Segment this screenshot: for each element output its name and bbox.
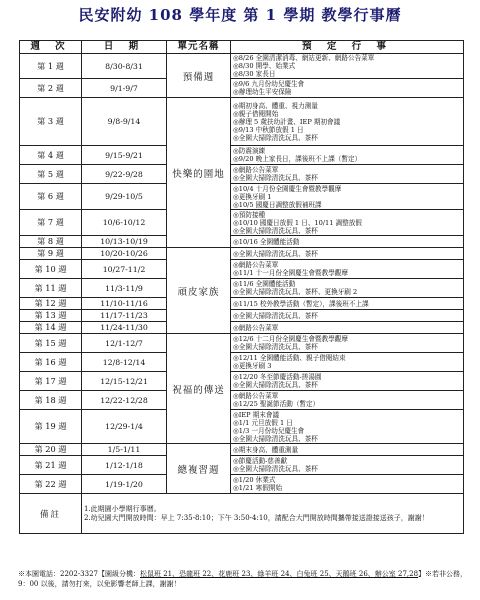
schedule-cell	[231, 236, 464, 248]
schedule-item-text: 網路公告菜單	[238, 323, 279, 332]
schedule-item	[233, 392, 461, 400]
schedule-item-text: 11/1 十一月份全園慶生會暨教學觀摩	[238, 269, 348, 277]
bullet-icon: ◎	[233, 237, 239, 246]
week-row	[20, 456, 464, 475]
schedule-item-text: 全園大掃除清洗玩具、茶杯	[238, 133, 318, 142]
schedule-item	[233, 166, 461, 174]
calendar-table	[19, 40, 464, 534]
schedule-item-text: 12/25 聖誕節活動（暫定）	[238, 400, 320, 408]
schedule-item-text: 10/10 國慶日放假 1 日、10/11 調整放假	[238, 218, 362, 227]
schedule-item-text: 9/13 中秋節放假 1 日	[238, 125, 304, 134]
week-cell: 第 6 週	[20, 184, 82, 210]
schedule-item-text: 9/20 晚上家長日，課後班不上課（暫定）	[238, 155, 362, 163]
notes-label: 備註	[20, 494, 82, 534]
schedule-item	[233, 193, 461, 201]
schedule-item	[233, 219, 461, 227]
schedule-item	[233, 102, 461, 110]
schedule-item-text: 11/15 校外教學活動（暫定），課後班不上課	[238, 299, 369, 308]
schedule-item-text: 全園大掃除清洗玩具、茶杯	[238, 381, 318, 389]
week-row	[20, 444, 464, 456]
bullet-icon: ◎	[233, 323, 239, 332]
schedule-item-text: 防震演練	[238, 147, 266, 155]
bullet-icon: ◎	[233, 192, 239, 201]
schedule-item-text: 更換牙刷 1	[238, 192, 272, 201]
schedule-item-text: IEP 期末會議	[238, 410, 280, 419]
note-line: 2.幼兒園大門開放時間：早上 7:35-8:10；下午 3:50-4:10，請配合大門開放時間攜帶接送證接送孩子，謝謝！	[84, 513, 429, 522]
schedule-item	[233, 335, 461, 343]
bullet-icon: ◎	[233, 88, 239, 96]
schedule-item-text: 1/21 寒假開始	[238, 484, 283, 492]
schedule-item	[233, 484, 461, 492]
week-cell: 第 20 週	[20, 444, 82, 456]
schedule-cell	[231, 410, 464, 444]
schedule-item	[233, 400, 461, 408]
week-row	[20, 210, 464, 236]
week-header: 週 次	[20, 41, 82, 54]
bullet-icon: ◎	[233, 476, 239, 484]
schedule-item	[233, 312, 461, 320]
bullet-icon: ◎	[233, 62, 239, 70]
date-cell: 9/29-10/5	[82, 184, 167, 210]
schedule-item	[233, 300, 461, 308]
schedule-cell	[231, 98, 464, 146]
schedule-item	[233, 118, 461, 126]
bullet-icon: ◎	[233, 101, 239, 110]
week-cell: 第 4 週	[20, 146, 82, 165]
date-cell: 11/17-11/23	[82, 310, 167, 322]
bullet-icon: ◎	[233, 155, 239, 163]
week-cell: 第 10 週	[20, 260, 82, 279]
schedule-item-text: 11/6 全園體能活動	[238, 280, 296, 288]
date-cell: 11/3-11/9	[82, 279, 167, 298]
page-title: 民安附幼 108 學年度 第 1 學期 教學行事曆	[78, 6, 402, 24]
bullet-icon: ◎	[233, 249, 239, 258]
schedule-cell	[231, 444, 464, 456]
bullet-icon: ◎	[233, 133, 239, 142]
schedule-item-text: 全園大掃除清洗玩具、茶杯	[238, 343, 318, 351]
footer-note	[18, 570, 468, 589]
week-cell: 第 9 週	[20, 248, 82, 260]
week-row	[20, 410, 464, 444]
unit-header: 單元名稱	[167, 41, 231, 54]
bullet-icon: ◎	[233, 335, 239, 343]
schedule-item	[233, 419, 461, 427]
footer-suffix: 】※若非公務，9：00 以後，請勿打來，以免影響老師上課，謝謝！	[18, 570, 468, 588]
header-row	[20, 41, 464, 54]
schedule-item-text: 12/11 全園體能活動、親子借閱結束	[238, 354, 346, 362]
schedule-item	[233, 126, 461, 134]
schedule-item-text: 全園大掃除清洗玩具、茶杯	[238, 226, 318, 235]
schedule-cell	[231, 353, 464, 372]
schedule-item	[233, 261, 461, 269]
week-cell: 第 3 週	[20, 98, 82, 146]
date-cell: 12/22-12/28	[82, 391, 167, 410]
schedule-item	[233, 427, 461, 435]
schedule-item	[233, 476, 461, 484]
week-cell: 第 21 週	[20, 456, 82, 475]
week-row	[20, 310, 464, 322]
week-cell: 第 18 週	[20, 391, 82, 410]
week-cell: 第 11 週	[20, 279, 82, 298]
schedule-item	[233, 201, 461, 209]
week-row	[20, 353, 464, 372]
schedule-cell	[231, 372, 464, 391]
week-cell: 第 2 週	[20, 79, 82, 98]
week-cell: 第 12 週	[20, 298, 82, 310]
bullet-icon: ◎	[233, 210, 239, 219]
schedule-item-text: 全園大掃除清洗玩具、茶杯	[238, 174, 318, 182]
date-cell: 8/30-8/31	[82, 54, 167, 79]
schedule-item	[233, 80, 461, 88]
schedule-cell	[231, 248, 464, 260]
week-row	[20, 372, 464, 391]
week-row	[20, 248, 464, 260]
date-cell: 11/24-11/30	[82, 322, 167, 334]
schedule-cell	[231, 322, 464, 334]
schedule-item-text: 全園大掃除清洗玩具、茶杯、更換牙刷 2	[238, 288, 358, 296]
schedule-item	[233, 362, 461, 370]
bullet-icon: ◎	[233, 410, 239, 419]
notes-content	[82, 494, 464, 534]
notes-row	[20, 494, 464, 534]
unit-cell: 預備週	[167, 54, 231, 98]
schedule-item-text: 更換牙刷 3	[238, 362, 272, 370]
bullet-icon: ◎	[233, 70, 239, 78]
schedule-item-text: 8/30 開學、始業式	[238, 62, 296, 70]
bullet-icon: ◎	[233, 166, 239, 174]
bullet-icon: ◎	[233, 354, 239, 362]
schedule-item	[233, 88, 461, 96]
schedule-item	[233, 174, 461, 182]
schedule-header: 預 定 行 事	[231, 41, 464, 54]
schedule-item-text: 8/26 全園清潔消毒、網站更新、網路公告菜單	[238, 54, 375, 62]
schedule-cell	[231, 79, 464, 98]
bullet-icon: ◎	[233, 418, 239, 427]
schedule-item-text: 1/3 一月份幼兒慶生會	[238, 426, 305, 435]
date-header: 日 期	[82, 41, 167, 54]
date-cell: 12/29-1/4	[82, 410, 167, 444]
date-cell: 10/13-10/19	[82, 236, 167, 248]
bullet-icon: ◎	[233, 109, 239, 118]
bullet-icon: ◎	[233, 54, 239, 62]
bullet-icon: ◎	[233, 299, 239, 308]
bullet-icon: ◎	[233, 457, 239, 465]
bullet-icon: ◎	[233, 400, 239, 408]
bullet-icon: ◎	[233, 117, 239, 126]
bullet-icon: ◎	[233, 362, 239, 370]
schedule-item	[233, 62, 461, 70]
bullet-icon: ◎	[233, 381, 239, 389]
schedule-item	[233, 54, 461, 62]
bullet-icon: ◎	[233, 484, 239, 492]
schedule-item-text: 10/4 十月份全園慶生會暨教學觀摩	[238, 184, 342, 193]
week-cell: 第 15 週	[20, 334, 82, 353]
bullet-icon: ◎	[233, 280, 239, 288]
schedule-cell	[231, 456, 464, 475]
week-row	[20, 334, 464, 353]
schedule-item-text: 網路公告菜單	[238, 166, 279, 174]
week-row	[20, 236, 464, 248]
schedule-item-text: 10/5 國慶日調整放假補班課	[238, 200, 322, 209]
bullet-icon: ◎	[233, 465, 239, 473]
bullet-icon: ◎	[233, 434, 239, 443]
week-cell: 第 19 週	[20, 410, 82, 444]
schedule-item	[233, 238, 461, 246]
bullet-icon: ◎	[233, 261, 239, 269]
note-line: 1.此期園小學期行事曆。	[84, 504, 161, 513]
schedule-item-text: 全園大掃除清洗玩具、茶杯	[238, 311, 318, 320]
date-cell: 12/8-12/14	[82, 353, 167, 372]
bullet-icon: ◎	[233, 269, 239, 277]
schedule-item-text: 辦理 5 歲扶幼計畫、IEP 期初會議	[238, 117, 341, 126]
schedule-item	[233, 354, 461, 362]
bullet-icon: ◎	[233, 226, 239, 235]
schedule-item	[233, 465, 461, 473]
schedule-cell	[231, 391, 464, 410]
schedule-cell	[231, 54, 464, 79]
week-row	[20, 184, 464, 210]
schedule-item-text: 12/6 十二月份全園慶生會暨教學觀摩	[238, 335, 348, 343]
bullet-icon: ◎	[233, 184, 239, 193]
week-row	[20, 79, 464, 98]
schedule-item-text: 親子借閱開始	[238, 109, 279, 118]
week-row	[20, 475, 464, 494]
schedule-cell	[231, 260, 464, 279]
schedule-item	[233, 227, 461, 235]
calendar-body	[20, 54, 464, 534]
schedule-cell	[231, 210, 464, 236]
bullet-icon: ◎	[233, 80, 239, 88]
schedule-item	[233, 134, 461, 142]
week-row	[20, 260, 464, 279]
week-cell: 第 7 週	[20, 210, 82, 236]
schedule-item-text: 10/16 全園體能活動	[238, 237, 300, 246]
schedule-item	[233, 211, 461, 219]
schedule-cell	[231, 310, 464, 322]
date-cell: 10/6-10/12	[82, 210, 167, 236]
week-cell: 第 17 週	[20, 372, 82, 391]
schedule-item-text: 1/20 休業式	[238, 476, 276, 484]
bullet-icon: ◎	[233, 174, 239, 182]
week-row	[20, 391, 464, 410]
schedule-item	[233, 446, 461, 454]
week-cell: 第 16 週	[20, 353, 82, 372]
schedule-item	[233, 435, 461, 443]
date-cell: 10/20-10/26	[82, 248, 167, 260]
schedule-item	[233, 280, 461, 288]
date-cell: 9/1-9/7	[82, 79, 167, 98]
schedule-item	[233, 457, 461, 465]
schedule-item	[233, 381, 461, 389]
schedule-item-text: 8/30 家長日	[238, 70, 276, 78]
bullet-icon: ◎	[233, 218, 239, 227]
schedule-cell	[231, 298, 464, 310]
bullet-icon: ◎	[233, 392, 239, 400]
week-cell: 第 5 週	[20, 165, 82, 184]
bullet-icon: ◎	[233, 200, 239, 209]
schedule-cell	[231, 165, 464, 184]
unit-cell: 祝福的傳送	[167, 334, 231, 444]
schedule-item-text: 網路公告菜單	[238, 261, 279, 269]
schedule-item	[233, 324, 461, 332]
schedule-item	[233, 373, 461, 381]
schedule-item	[233, 147, 461, 155]
unit-cell: 快樂的園地	[167, 98, 231, 248]
schedule-item	[233, 70, 461, 78]
bullet-icon: ◎	[233, 311, 239, 320]
footer-contacts: 松鼠班 21、恐龍班 22、花鹿班 23、綠羊班 24、白兔班 25、天鵝班 26、辦公室 27,28	[140, 570, 419, 578]
schedule-item-text: 9/6 九月份幼兒慶生會	[238, 80, 305, 88]
week-cell: 第 14 週	[20, 322, 82, 334]
bullet-icon: ◎	[233, 426, 239, 435]
schedule-item-text: 期末身高、體重測量	[238, 445, 299, 454]
week-row	[20, 322, 464, 334]
bullet-icon: ◎	[233, 125, 239, 134]
week-cell: 第 1 週	[20, 54, 82, 79]
week-cell: 第 13 週	[20, 310, 82, 322]
schedule-item-text: 辦理幼生平安保險	[238, 88, 292, 96]
schedule-item-text: 1/1 元旦放假 1 日	[238, 418, 293, 427]
date-cell: 9/22-9/28	[82, 165, 167, 184]
date-cell: 12/15-12/21	[82, 372, 167, 391]
week-cell: 第 8 週	[20, 236, 82, 248]
schedule-item-text: 期初身高、體重、視力測量	[238, 101, 318, 110]
schedule-item-text: 預防接種	[238, 210, 266, 219]
week-row	[20, 279, 464, 298]
date-cell: 10/27-11/2	[82, 260, 167, 279]
bullet-icon: ◎	[233, 373, 239, 381]
date-cell: 1/19-1/20	[82, 475, 167, 494]
schedule-item-text: 全園大掃除清洗玩具、茶杯	[238, 434, 318, 443]
schedule-item	[233, 250, 461, 258]
week-row	[20, 165, 464, 184]
schedule-item	[233, 155, 461, 163]
bullet-icon: ◎	[233, 445, 239, 454]
week-cell: 第 22 週	[20, 475, 82, 494]
date-cell: 12/1-12/7	[82, 334, 167, 353]
unit-cell: 總複習週	[167, 444, 231, 494]
schedule-item-text: 網路公告菜單	[238, 392, 279, 400]
schedule-item	[233, 269, 461, 277]
schedule-item	[233, 343, 461, 351]
footer-prefix: ※本園電話：2202-3327【園級分機：	[18, 570, 140, 578]
schedule-item	[233, 411, 461, 419]
bullet-icon: ◎	[233, 288, 239, 296]
schedule-cell	[231, 146, 464, 165]
week-row	[20, 98, 464, 146]
schedule-item-text: 12/20 冬至節慶活動-搓湯圓	[238, 373, 322, 381]
schedule-item	[233, 185, 461, 193]
schedule-cell	[231, 475, 464, 494]
date-cell: 9/15-9/21	[82, 146, 167, 165]
schedule-cell	[231, 279, 464, 298]
schedule-cell	[231, 334, 464, 353]
schedule-item-text: 全園大掃除清洗玩具、茶杯	[238, 249, 318, 258]
week-row	[20, 298, 464, 310]
schedule-item	[233, 288, 461, 296]
schedule-item	[233, 110, 461, 118]
bullet-icon: ◎	[233, 343, 239, 351]
bullet-icon: ◎	[233, 147, 239, 155]
week-row	[20, 146, 464, 165]
date-cell: 1/12-1/18	[82, 456, 167, 475]
schedule-cell	[231, 184, 464, 210]
unit-cell: 頑皮家族	[167, 248, 231, 334]
schedule-item-text: 全園大掃除清洗玩具、茶杯	[238, 465, 318, 473]
date-cell: 1/5-1/11	[82, 444, 167, 456]
week-row	[20, 54, 464, 79]
date-cell: 9/8-9/14	[82, 98, 167, 146]
date-cell: 11/10-11/16	[82, 298, 167, 310]
schedule-item-text: 節慶活動-慈善獻	[238, 457, 288, 465]
